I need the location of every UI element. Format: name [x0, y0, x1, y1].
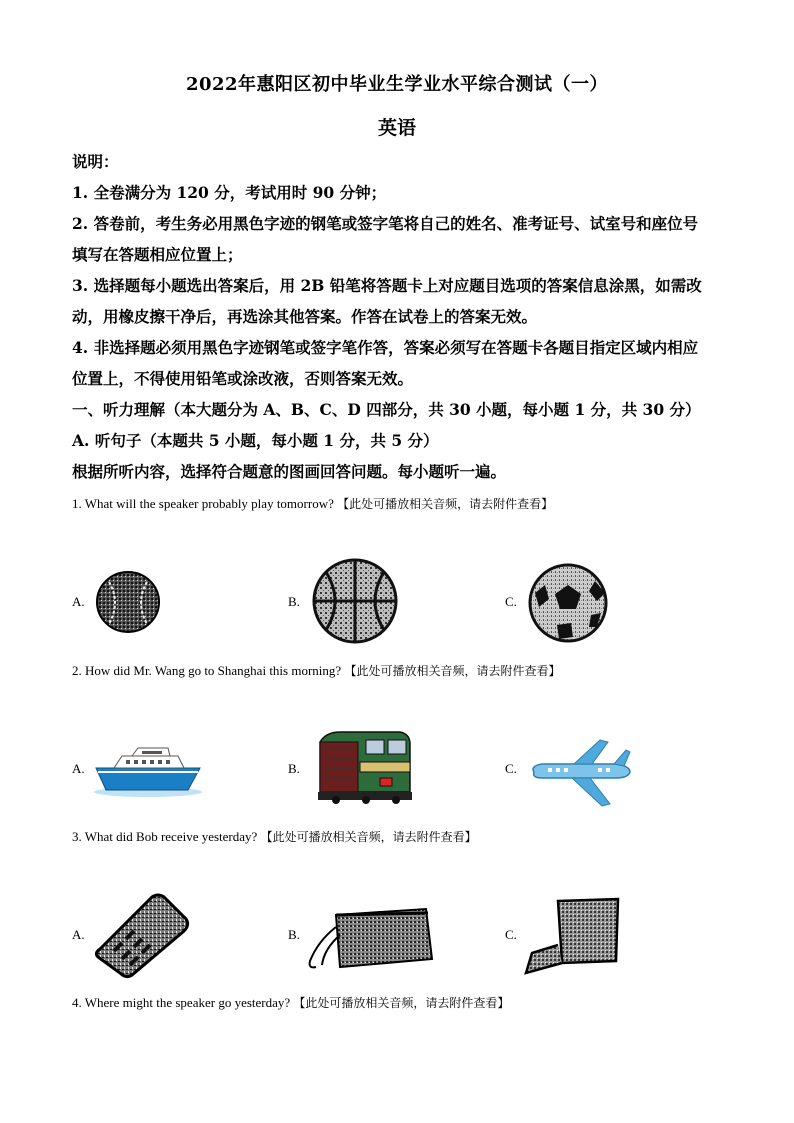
option-label: C. — [505, 594, 517, 609]
option-label: C. — [505, 927, 517, 942]
option-label: B. — [288, 927, 300, 942]
part-a-directions: 根据所听内容，选择符合题意的图画回答问题。每小题听一遍。 — [72, 462, 507, 481]
exam-title: 2022年惠阳区初中毕业生学业水平综合测试（一） — [185, 74, 609, 95]
question-3 — [72, 828, 477, 845]
audio-link[interactable]: 【此处可播放相关音频，请去附件查看】 — [293, 996, 510, 1010]
baseball-picture — [95, 570, 165, 638]
audio-link[interactable]: 【此处可播放相关音频，请去附件查看】 — [337, 497, 554, 511]
ship-picture — [92, 742, 204, 798]
option-label: C. — [505, 761, 517, 776]
instruction-item-4b: 位置上，不得使用铅笔或涂改液，否则答案无效。 — [72, 369, 414, 388]
option-label: A. — [72, 594, 85, 609]
soccer-ball-picture — [527, 563, 609, 643]
question-2 — [72, 662, 560, 679]
question-4 — [72, 994, 509, 1011]
section-title: 一、听力理解（本大题分为 A、B、C、D 四部分，共 30 小题，每小题 1 分，共 30 分） — [72, 400, 701, 419]
train-picture — [316, 728, 412, 804]
laptop-picture — [522, 895, 622, 977]
phone-picture — [94, 893, 192, 979]
question-text: 3. What did Bob receive yesterday? — [72, 829, 258, 844]
question-text: 4. Where might the speaker go yesterday? — [72, 995, 291, 1010]
instruction-item-3b: 动，用橡皮擦干净后，再选涂其他答案。作答在试卷上的答案无效。 — [72, 307, 538, 326]
option-label: A. — [72, 761, 85, 776]
instruction-item-2a: 2. 答卷前，考生务必用黑色字迹的钢笔或签字笔将自己的姓名、准考证号、试室号和座位号 — [72, 214, 699, 233]
instruction-item-2b: 填写在答题相应位置上； — [72, 245, 243, 264]
audio-link[interactable]: 【此处可播放相关音频，请去附件查看】 — [344, 664, 561, 678]
instruction-item-3a: 3. 选择题每小题选出答案后，用 2B 铅笔将答题卡上对应题目选项的答案信息涂黑，如需改 — [72, 276, 702, 295]
airplane-picture — [528, 738, 632, 810]
wallet-picture — [306, 905, 436, 975]
instruction-item-1: 1. 全卷满分为 120 分，考试用时 90 分钟； — [72, 183, 387, 202]
audio-link[interactable]: 【此处可播放相关音频，请去附件查看】 — [260, 830, 477, 844]
question-text: 1. What will the speaker probably play tomorrow? — [72, 496, 334, 511]
basketball-picture — [310, 557, 400, 645]
option-label: B. — [288, 761, 300, 776]
part-a-title: A. 听句子（本题共 5 小题，每小题 1 分，共 5 分） — [72, 431, 439, 450]
option-label: B. — [288, 594, 300, 609]
subject-title: 英语 — [377, 117, 416, 139]
instruction-item-4a: 4. 非选择题必须用黑色字迹钢笔或签字笔作答，答案必须写在答题卡各题目指定区域内相应 — [72, 338, 699, 357]
instructions-heading: 说明： — [72, 152, 119, 171]
question-1 — [72, 495, 553, 512]
option-label: A. — [72, 927, 85, 942]
question-text: 2. How did Mr. Wang go to Shanghai this morning? — [72, 663, 342, 678]
